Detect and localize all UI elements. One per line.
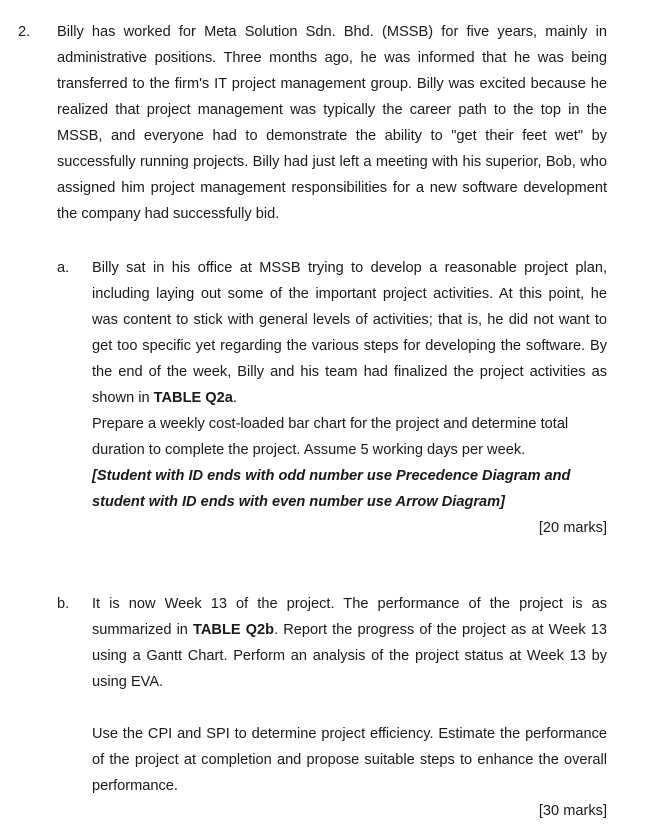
part-a-marks: [20 marks] <box>538 520 607 536</box>
part-a-text-end: . <box>232 390 237 406</box>
part-b-paragraph <box>92 591 607 695</box>
table-q2a-ref: TABLE Q2a <box>153 390 233 406</box>
part-a-body <box>92 255 607 515</box>
part-b-body <box>92 591 607 695</box>
part-b-text: It is now Week 13 of the project. The performance of the project is as summarized in <box>92 596 607 638</box>
question-intro: Billy has worked for Meta Solution Sdn. Bhd. (MSSB) for five years, mainly in administrative positions. Three months ago, he was informed that he was being transferred to the firm's IT project management group. Billy was excited because he realized that project management was typically the career path to the top in the MSSB, and everyone had to demonstrate the ability to "get their feet wet" by successfully running projects. Billy had just left a meeting with his superior, Bob, who assigned him project management responsibilities for a new software development the company had successfully bid. <box>57 24 607 222</box>
question-number: 2. <box>18 24 31 40</box>
part-a-text: Billy sat in his office at MSSB trying to develop a reasonable project plan, including laying out some of the important project activities. At this point, he was content to stick with general levels of activities; that is, he did not want to get too specific yet regarding the various steps for developing the software. By the end of the week, Billy and his team had finalized the project activities as shown in <box>92 260 607 406</box>
part-a-task: Prepare a weekly cost-loaded bar chart for the project and determine total duration to complete the project. Assume 5 working days per week. <box>92 416 569 458</box>
part-b-letter: b. <box>57 596 70 612</box>
part-a-instruction: [Student with ID ends with odd number use Precedence Diagram and student with ID ends with even number use Arrow Diagram] <box>92 468 571 510</box>
part-a-paragraph <box>92 255 607 411</box>
part-b-text-end: . Report the progress of the project as at Week 13 using a Gantt Chart. Perform an analysis of the project status at Week 13 by using EVA. <box>92 622 607 690</box>
part-b-marks: [30 marks] <box>538 803 607 819</box>
part-a-letter: a. <box>57 260 70 276</box>
part-b-paragraph-2: Use the CPI and SPI to determine project efficiency. Estimate the performance of the project at completion and propose suitable steps to enhance the overall performance. <box>92 726 607 794</box>
part-b-body-2 <box>92 721 607 799</box>
table-q2b-ref: TABLE Q2b <box>193 622 275 638</box>
